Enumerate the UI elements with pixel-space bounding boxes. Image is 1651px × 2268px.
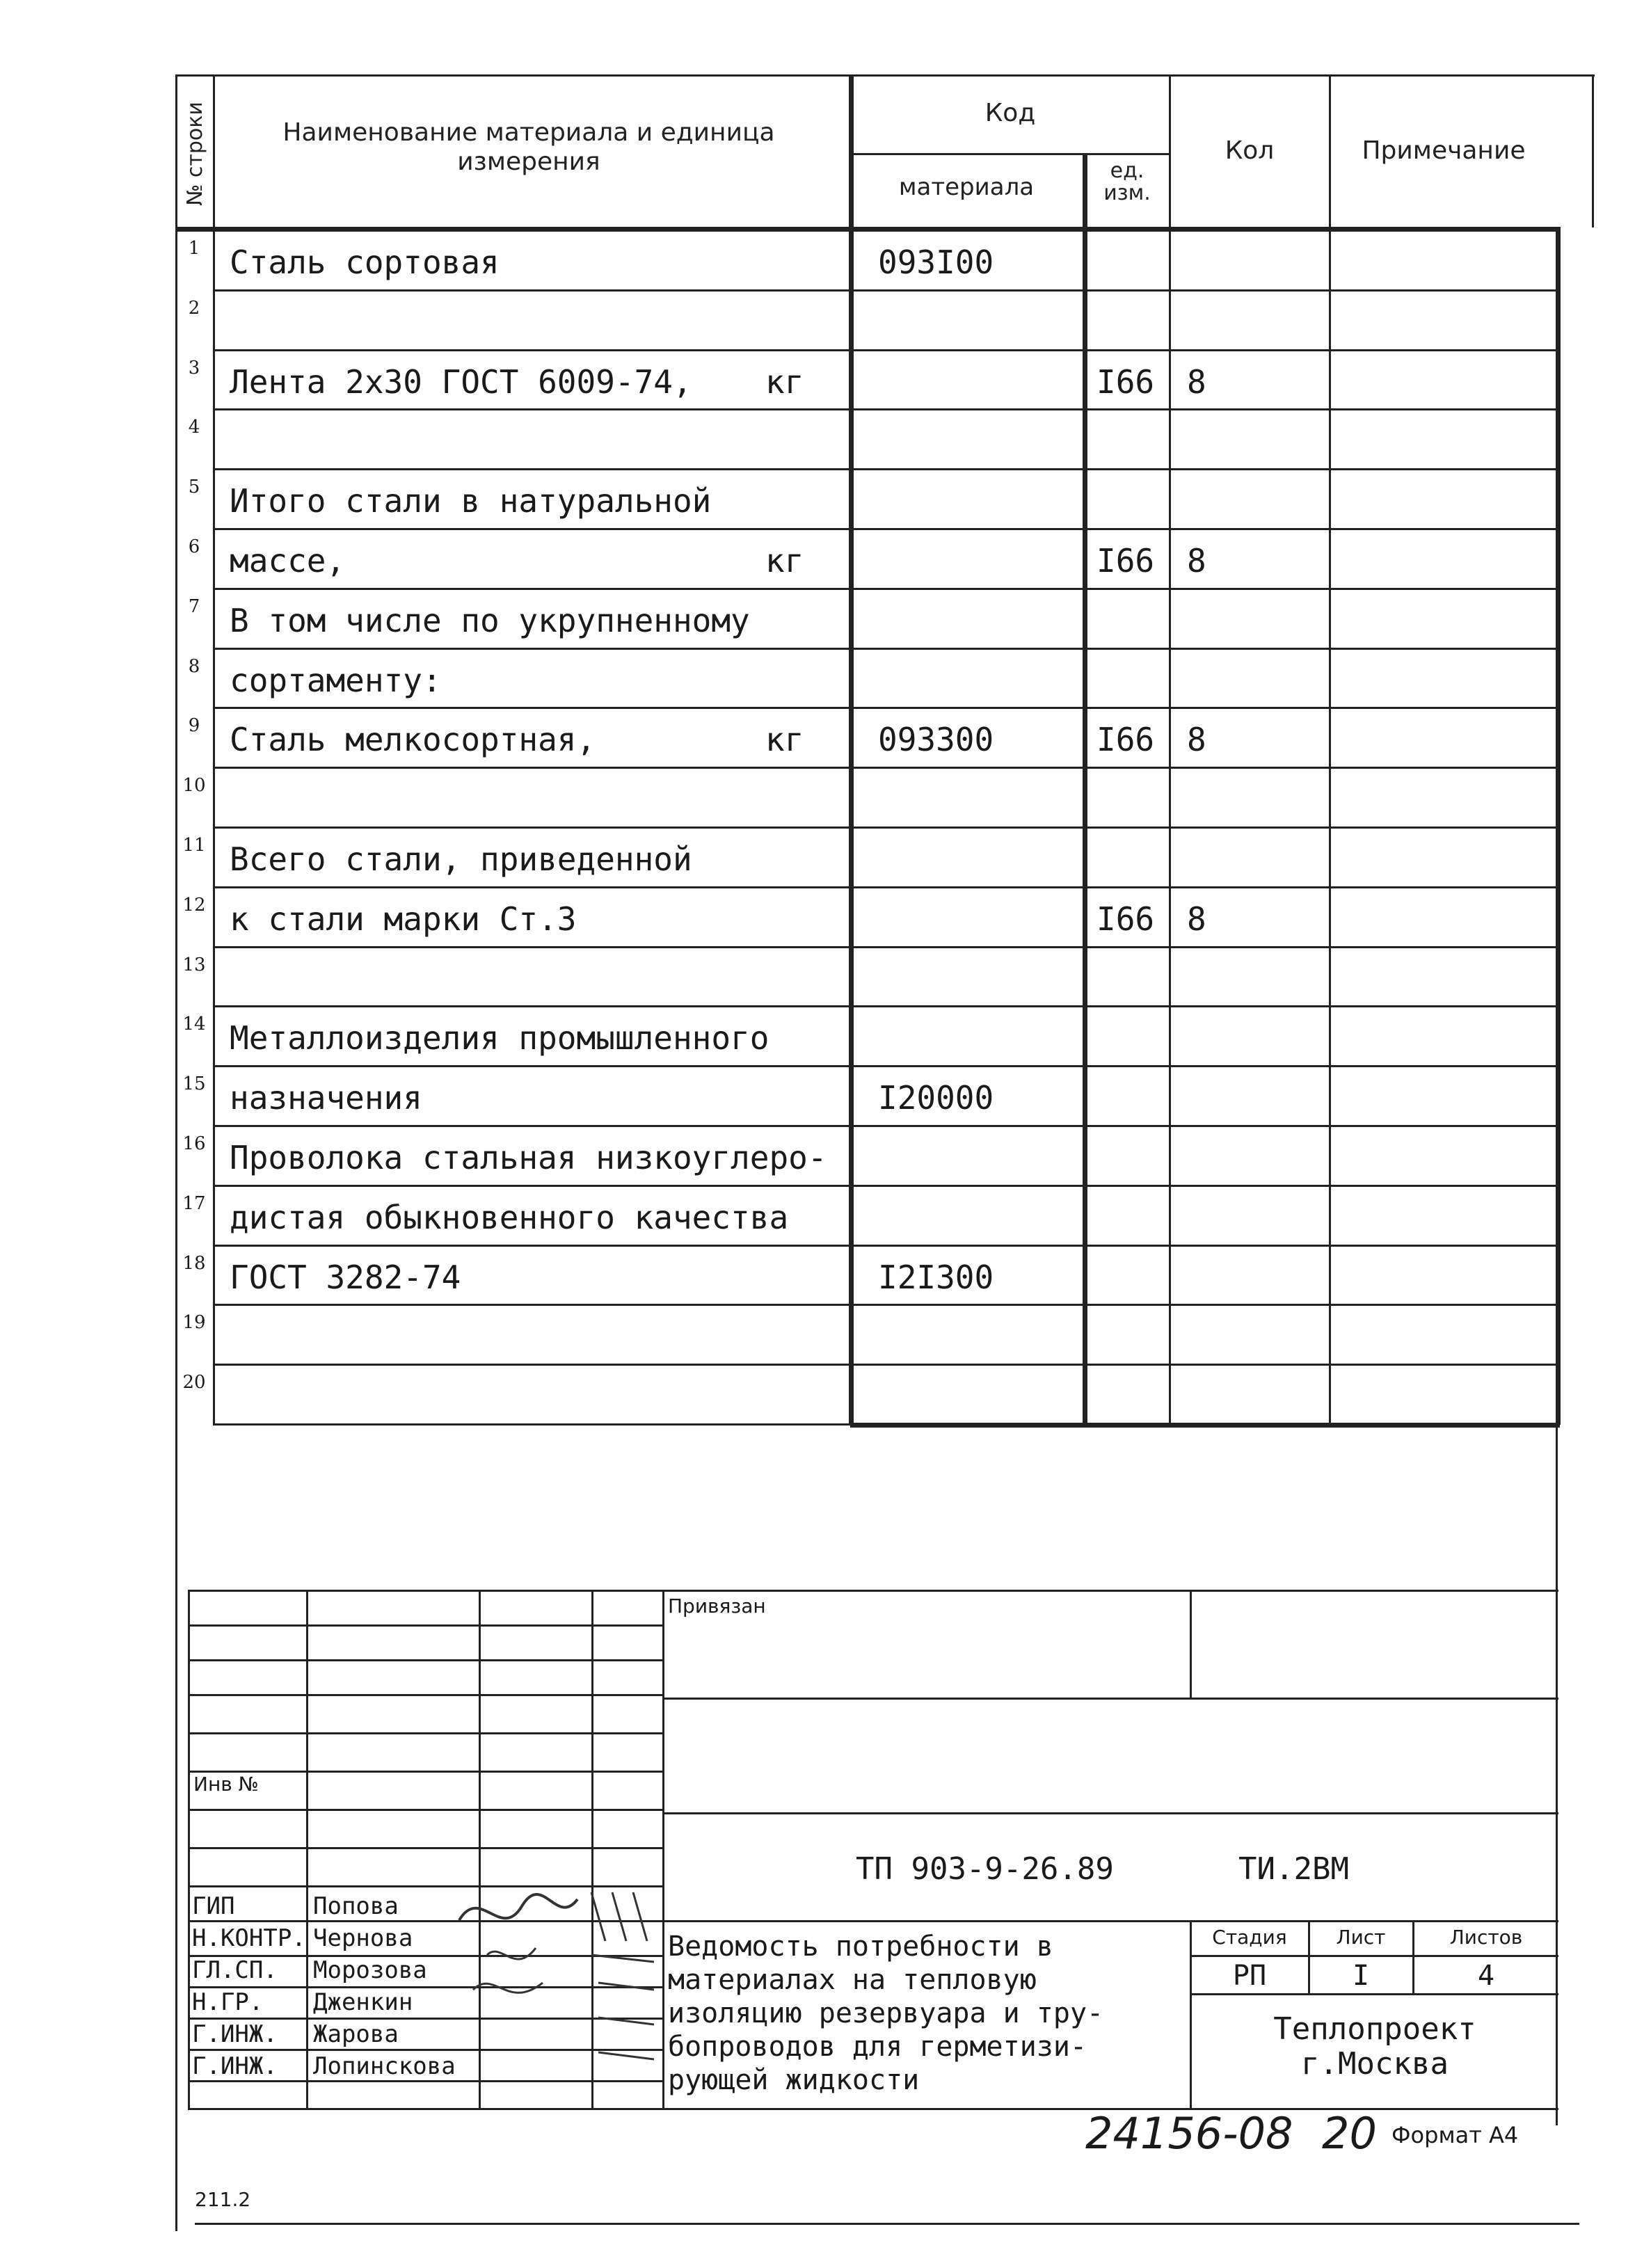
row-separator (213, 826, 1557, 829)
material-code: I2I300 (878, 1258, 994, 1296)
org-line-2: г.Москва (1301, 2046, 1449, 2082)
row-number: 14 (182, 1014, 206, 1035)
row-number: 17 (182, 1192, 206, 1214)
frame-left-border (175, 74, 177, 2231)
row-number: 9 (188, 715, 200, 737)
row-number: 13 (182, 954, 206, 975)
stamp-line-1 (662, 1698, 1558, 1700)
row-number: 4 (188, 417, 200, 438)
row-number: 3 (188, 357, 200, 378)
row-separator (213, 946, 1557, 948)
row-number: 10 (182, 775, 206, 797)
footer-page: 20 (1322, 2108, 1377, 2159)
material-name: Сталь сортовая (230, 243, 500, 281)
title-line: Ведомость потребности в (668, 1931, 1053, 1963)
title-line: рующей жидкости (668, 2064, 920, 2096)
unit-code: I66 (1096, 362, 1155, 401)
signer-name: Лопинскова (313, 2052, 456, 2080)
stamp-col-4 (662, 1590, 664, 2108)
signer-name: Дженкин (313, 1988, 413, 2016)
header-bottom-border (175, 227, 1560, 232)
material-name: дистая обыкновенного качества (230, 1198, 789, 1236)
material-name: массе, (230, 542, 346, 580)
qty-column-line (1169, 74, 1171, 1424)
signer-name: Морозова (313, 1956, 427, 1984)
sheet-label: Лист (1336, 1926, 1386, 1949)
row-separator (213, 468, 1557, 470)
signer-role: Г.ИНЖ. (192, 2052, 278, 2080)
row-number: 1 (188, 238, 200, 259)
material-name: В том числе по укрупненному (230, 601, 750, 639)
row-number: 6 (188, 536, 200, 557)
material-name: Итого стали в натуральной (230, 482, 712, 520)
row-separator (213, 1245, 1557, 1247)
row-separator (213, 1304, 1557, 1306)
unit-code: I66 (1096, 721, 1155, 759)
footer-format: Формат А4 (1391, 2122, 1519, 2148)
material-name: Проволока стальная низкоуглеро- (230, 1139, 827, 1176)
designation: ТП 903-9-26.89 (856, 1851, 1114, 1887)
row-separator (213, 289, 1557, 292)
stage-values-line (1190, 1993, 1558, 1995)
qty-header: Кол (1225, 136, 1275, 165)
row-number: 20 (182, 1372, 206, 1393)
quantity: 8 (1187, 900, 1206, 938)
privyazan-label: Привязан (668, 1595, 766, 1618)
stamp-top-border (188, 1590, 1558, 1592)
code-column-line (849, 74, 854, 1426)
material-unit: кг (765, 362, 804, 401)
code-subheader-line (849, 153, 1170, 155)
signer-name: Жарова (313, 2020, 399, 2048)
bottom-code: 211.2 (195, 2188, 251, 2211)
header-right-border (1592, 74, 1594, 227)
signer-role: ГЛ.СП. (192, 1956, 278, 1984)
sheet-divider (1308, 1920, 1310, 1993)
unit-column-line (1083, 153, 1087, 1426)
footer-number: 24156-08 (1085, 2108, 1293, 2159)
row-number: 16 (182, 1133, 206, 1154)
stamp-line-2 (662, 1812, 1558, 1814)
sheet-value: I (1352, 1960, 1370, 1992)
name-header: Наименование материала и единица измерения (282, 118, 775, 176)
material-name: Сталь мелкосортная, (230, 721, 596, 759)
sheets-divider (1412, 1920, 1414, 1993)
table-top-border (175, 74, 1595, 77)
row-number-header (178, 83, 212, 223)
row-separator (213, 767, 1557, 769)
stage-label: Стадия (1212, 1926, 1287, 1949)
material-name: к стали марки Ст.3 (230, 900, 577, 938)
rownum-column-line (213, 74, 215, 1424)
code-unit-header: ед. изм. (1103, 159, 1151, 205)
row-separator (213, 1423, 1557, 1426)
material-name: Всего стали, приведенной (230, 840, 692, 878)
signer-name: Чернова (313, 1924, 413, 1952)
material-code: 093300 (878, 721, 994, 759)
material-unit: кг (765, 721, 804, 759)
privyazan-divider (1190, 1590, 1192, 1698)
row-separator (213, 1364, 1557, 1366)
unit-code: I66 (1096, 542, 1155, 580)
material-unit: кг (765, 542, 804, 580)
row-separator (213, 707, 1557, 709)
material-name: назначения (230, 1079, 422, 1117)
row-number: 19 (182, 1312, 206, 1334)
row-number: 11 (182, 835, 206, 856)
row-separator (213, 886, 1557, 888)
material-name: сортаменту: (230, 661, 442, 699)
row-separator (213, 528, 1557, 530)
row-number: 2 (188, 297, 200, 319)
stage-divider (1190, 1920, 1192, 2108)
quantity: 8 (1187, 542, 1206, 580)
inv-no-label: Инв № (193, 1773, 259, 1796)
title-line: изоляцию резервуара и тру- (668, 1997, 1104, 2029)
code-material-header: материала (898, 173, 1035, 201)
stamp-left-border (188, 1590, 190, 2108)
signer-role: ГИП (192, 1892, 235, 1920)
unit-code: I66 (1096, 900, 1155, 938)
title-line: бопроводов для герметизи- (668, 2031, 1087, 2063)
signer-name: Попова (313, 1892, 399, 1920)
row-number: 7 (188, 596, 200, 617)
row-separator (213, 1065, 1557, 1067)
sheet-code: ТИ.2ВМ (1238, 1851, 1349, 1887)
material-name: Металлоизделия промышленного (230, 1019, 769, 1057)
row-number-header-text: № строки (183, 102, 207, 206)
row-separator (213, 1125, 1557, 1127)
row-separator (213, 648, 1557, 650)
signature-scribbles (445, 1878, 661, 2108)
row-number: 12 (182, 894, 206, 916)
stage-value: РП (1232, 1960, 1267, 1992)
code-header: Код (984, 99, 1036, 127)
signer-role: Г.ИНЖ. (192, 2020, 278, 2048)
note-header: Примечание (1362, 136, 1526, 165)
row-separator (213, 408, 1557, 410)
stamp-line-3 (662, 1920, 1558, 1922)
material-code: I20000 (878, 1079, 994, 1117)
sheets-label: Листов (1449, 1926, 1523, 1949)
sheets-value: 4 (1477, 1960, 1495, 1992)
quantity: 8 (1187, 362, 1206, 401)
row-number: 15 (182, 1073, 206, 1095)
signer-role: Н.ГР. (192, 1988, 264, 2016)
note-column-line (1329, 74, 1331, 1424)
signer-role: Н.КОНТР. (192, 1924, 306, 1952)
bottom-edge-line (195, 2223, 1579, 2225)
material-name: ГОСТ 3282-74 (230, 1258, 461, 1296)
title-line: материалах на тепловую (668, 1964, 1037, 1996)
quantity: 8 (1187, 721, 1206, 759)
row-number: 18 (182, 1252, 206, 1274)
row-separator (213, 588, 1557, 590)
row-separator (213, 1005, 1557, 1007)
material-code: 093I00 (878, 243, 994, 281)
material-name: Лента 2х30 ГОСТ 6009-74, (230, 362, 692, 401)
stage-line (1190, 1955, 1558, 1957)
stamp-col-1 (306, 1590, 308, 2108)
row-separator (213, 1185, 1557, 1187)
row-number: 5 (188, 477, 200, 498)
row-separator (213, 349, 1557, 351)
org-line-1: Теплопроект (1273, 2011, 1476, 2047)
row-number: 8 (188, 655, 200, 677)
